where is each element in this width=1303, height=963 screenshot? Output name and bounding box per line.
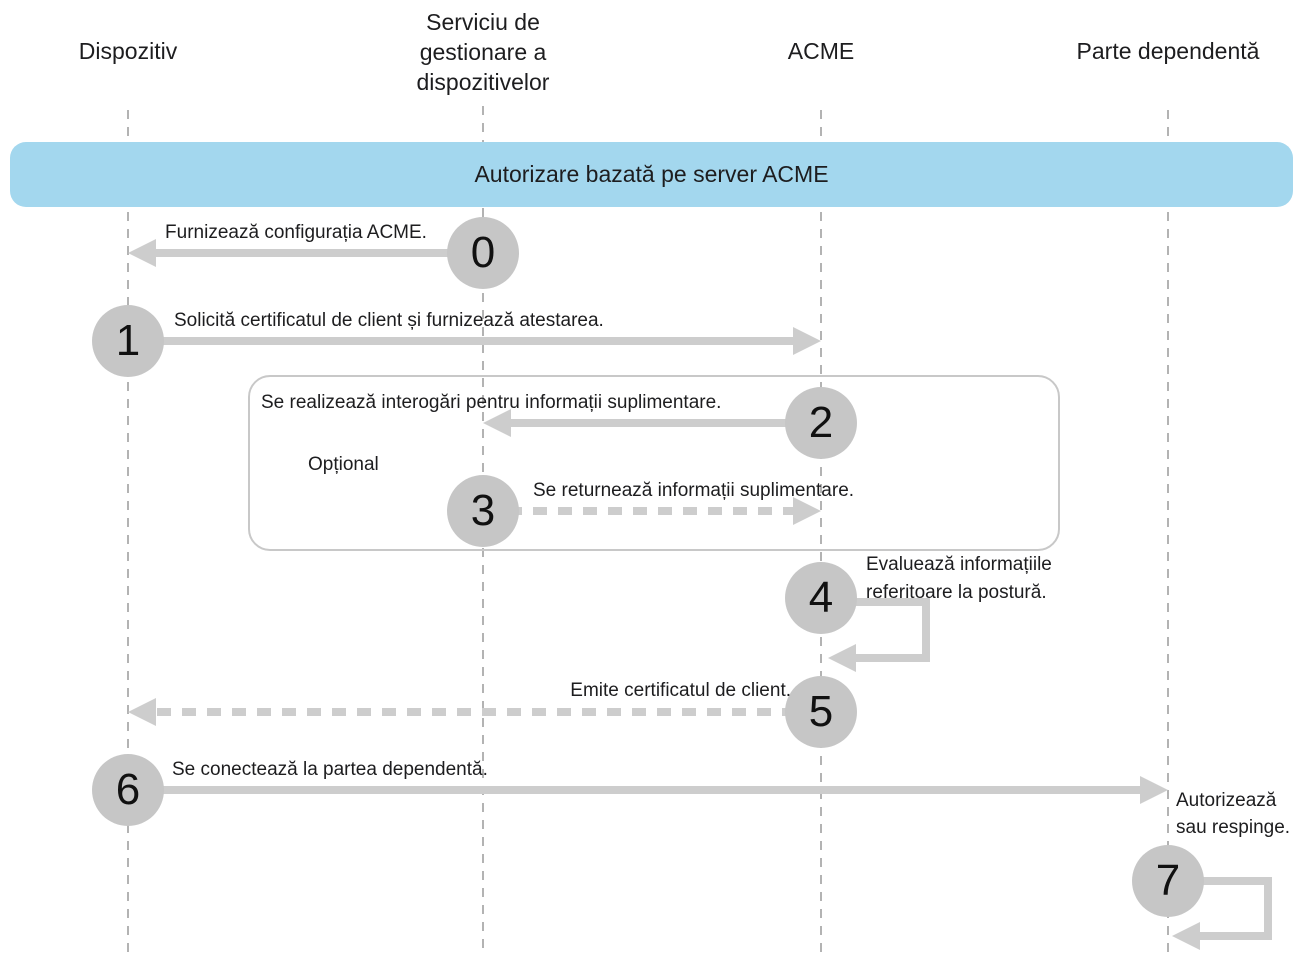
step-label-7-line1: Autorizează — [1176, 790, 1277, 811]
arrowhead-step-4 — [828, 644, 856, 672]
arrowhead-step-6 — [1140, 776, 1168, 804]
phase-banner — [10, 142, 1293, 207]
step-circle-4: 4 — [785, 562, 857, 634]
step-label-1: Solicită certificatul de client și furnizează atestarea. — [174, 310, 604, 331]
lifeline-header-mdm-line3: dispozitivelor — [416, 69, 550, 95]
step-label-4-line2: referitoare la postură. — [866, 582, 1047, 603]
lifeline-header-acme: ACME — [787, 38, 855, 64]
step-label-2: Se realizează interogări pentru informații suplimentare. — [261, 392, 722, 413]
step-circle-2: 2 — [785, 387, 857, 459]
step-label-7 — [1176, 787, 1290, 841]
step-label-6: Se conectează la partea dependentă. — [172, 759, 488, 780]
step-circle-3: 3 — [447, 475, 519, 547]
step-label-0: Furnizează configurația ACME. — [165, 222, 427, 243]
lifeline-header-mdm — [383, 7, 583, 97]
arrowhead-step-1 — [793, 327, 821, 355]
optional-group-label: Opțional — [308, 454, 379, 475]
step-circle-0: 0 — [447, 217, 519, 289]
step-label-4 — [866, 551, 1052, 607]
step-label-3: Se returnează informații suplimentare. — [533, 480, 855, 501]
arrowhead-step-7 — [1172, 922, 1200, 950]
step-label-7-line2: sau respinge. — [1176, 817, 1291, 838]
step-label-5: Emite certificatul de client. — [570, 680, 791, 701]
lifeline-header-relying-party: Parte dependentă — [1076, 38, 1260, 64]
step-circle-1: 1 — [92, 305, 164, 377]
step-circle-7: 7 — [1132, 845, 1204, 917]
step-circle-6: 6 — [92, 754, 164, 826]
step-circle-5: 5 — [785, 676, 857, 748]
lifeline-header-mdm-line1: Serviciu de — [426, 9, 540, 35]
phase-banner-label: Autorizare bazată pe server ACME — [474, 161, 829, 187]
lifeline-header-mdm-line2: gestionare a — [419, 39, 547, 65]
step-label-4-line1: Evaluează informațiile — [866, 554, 1052, 575]
arrowhead-step-5 — [128, 698, 156, 726]
lifeline-header-device: Dispozitiv — [78, 38, 178, 64]
